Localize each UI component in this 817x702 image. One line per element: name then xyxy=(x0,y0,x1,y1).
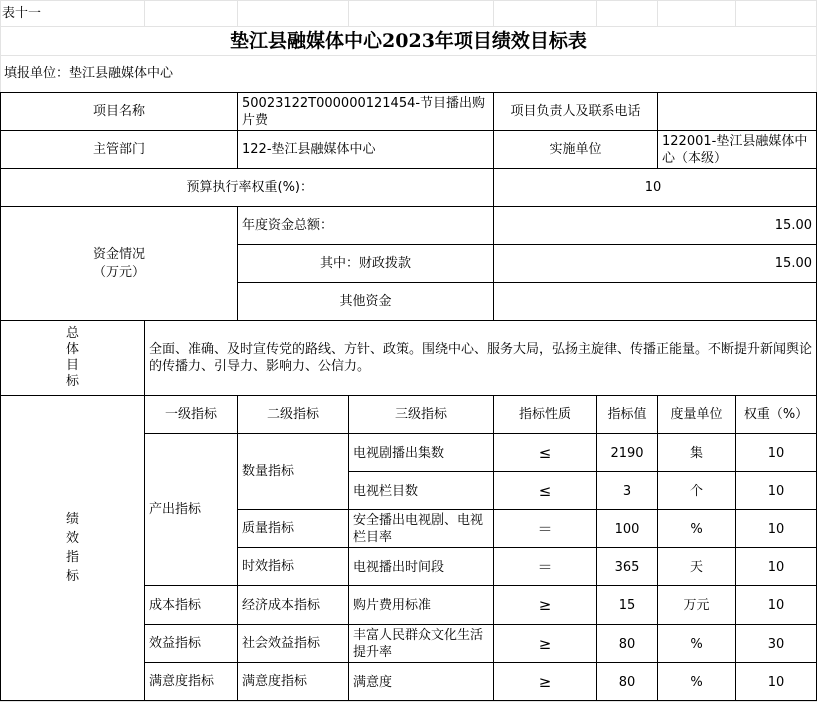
level3-cell: 丰富人民群众文化生活提升率 xyxy=(353,628,484,660)
reporting-unit: 填报单位：垫江县融媒体中心 xyxy=(4,66,174,81)
sheet-label: 表十一 xyxy=(2,5,42,21)
gridline xyxy=(0,55,817,56)
level1-output: 产出指标 xyxy=(149,502,202,517)
funds-total-label: 年度资金总额： xyxy=(242,218,334,233)
gridline xyxy=(657,0,658,26)
unit-cell: 集 xyxy=(689,445,703,461)
overall-goal-text: 全面、准确、及时宣传党的路线、方针、政策。围绕中心、服务大局，弘扬主旋律、传播正能量。不断提升新闻舆论的传播力、引导力、影响力、公信力。 xyxy=(149,342,813,374)
weight-cell: 10 xyxy=(767,521,785,537)
header-nature: 指标性质 xyxy=(518,407,571,422)
funds-fiscal-label: 其中：财政拨款 xyxy=(319,256,411,271)
impl-unit-value: 122001-垫江县融媒体中心（本级） xyxy=(662,133,808,166)
weight-cell: 10 xyxy=(767,483,785,499)
level2-quantity: 数量指标 xyxy=(242,464,295,479)
header-level3: 三级指标 xyxy=(394,407,447,422)
funds-other-label: 其他资金 xyxy=(339,294,392,309)
unit-cell: 个 xyxy=(689,483,703,499)
table-border xyxy=(0,700,817,701)
value-cell: 80 xyxy=(618,636,636,652)
header-value: 指标值 xyxy=(607,407,647,422)
unit-cell: 天 xyxy=(689,559,703,575)
project-name-label: 项目名称 xyxy=(92,104,145,119)
weight-cell: 10 xyxy=(767,445,785,461)
project-owner-value xyxy=(658,93,816,130)
performance-label-text: 绩效指标 xyxy=(65,512,79,584)
value-cell: 3 xyxy=(622,483,632,499)
gridline xyxy=(144,0,145,26)
level3-cell: 购片费用标准 xyxy=(353,598,432,613)
level3-cell: 电视播出时间段 xyxy=(353,559,445,575)
funds-fiscal-value: 15.00 xyxy=(774,256,812,271)
level3-cell: 安全播出电视剧、电视栏目率 xyxy=(353,513,484,545)
funds-label-text: 资金情况 （万元） xyxy=(92,246,145,280)
nature-cell: ≥ xyxy=(538,634,552,653)
gridline xyxy=(735,0,736,26)
unit-cell: % xyxy=(690,521,703,537)
header-level2: 二级指标 xyxy=(266,407,319,422)
header-level1: 一级指标 xyxy=(164,407,217,422)
level3-cell: 电视剧播出集数 xyxy=(353,445,445,461)
value-cell: 365 xyxy=(614,559,640,575)
page-title: 垫江县融媒体中心2023年项目绩效目标表 xyxy=(230,29,587,52)
weight-cell: 30 xyxy=(767,636,785,652)
dept-value: 122-垫江县融媒体中心 xyxy=(242,142,376,157)
gridline xyxy=(596,0,597,26)
weight-cell: 10 xyxy=(767,598,785,613)
level2-economic-cost: 经济成本指标 xyxy=(242,597,321,613)
nature-cell: ＝ xyxy=(537,557,553,576)
value-cell: 100 xyxy=(614,521,640,537)
weight-cell: 10 xyxy=(767,559,785,575)
level1-benefit: 效益指标 xyxy=(149,636,202,651)
level1-cost: 成本指标 xyxy=(149,597,202,613)
value-cell: 80 xyxy=(618,674,636,690)
level3-cell: 满意度 xyxy=(353,674,393,690)
level1-satisfaction: 满意度指标 xyxy=(149,674,215,689)
level3-cell: 电视栏目数 xyxy=(353,483,419,499)
impl-unit-label: 实施单位 xyxy=(549,142,602,157)
header-unit: 度量单位 xyxy=(670,407,723,422)
value-cell: 2190 xyxy=(610,445,644,461)
gridline xyxy=(237,0,238,26)
gridline xyxy=(0,0,817,1)
budget-weight-value: 10 xyxy=(644,180,662,195)
performance-label xyxy=(1,396,144,700)
nature-cell: ＝ xyxy=(537,519,553,538)
unit-cell: 万元 xyxy=(683,598,710,613)
project-name-value: 50023122T000000121454-节目播出购片费 xyxy=(242,95,486,128)
header-weight: 权重（%） xyxy=(743,407,809,422)
value-cell: 15 xyxy=(618,598,636,613)
dept-label: 主管部门 xyxy=(92,142,145,157)
nature-cell: ≤ xyxy=(538,481,552,500)
unit-cell: % xyxy=(690,674,703,690)
nature-cell: ≥ xyxy=(538,596,552,614)
gridline xyxy=(348,0,349,26)
budget-weight-label: 预算执行率权重(%)： xyxy=(186,180,313,195)
nature-cell: ≤ xyxy=(538,443,552,462)
nature-cell: ≥ xyxy=(538,672,552,691)
level2-quality: 质量指标 xyxy=(242,521,295,536)
funds-total-value: 15.00 xyxy=(774,218,812,233)
overall-goal-label xyxy=(1,321,144,395)
level2-timeliness: 时效指标 xyxy=(242,559,295,574)
level2-social-benefit: 社会效益指标 xyxy=(242,636,321,651)
level2-satisfaction: 满意度指标 xyxy=(242,674,308,689)
funds-other-value xyxy=(494,283,816,320)
overall-goal-label-text: 总体目标 xyxy=(65,326,79,389)
funds-label xyxy=(1,207,237,320)
project-owner-label: 项目负责人及联系电话 xyxy=(510,104,641,119)
weight-cell: 10 xyxy=(767,674,785,690)
table-border xyxy=(348,471,817,472)
unit-cell: % xyxy=(690,636,703,652)
gridline xyxy=(493,0,494,26)
